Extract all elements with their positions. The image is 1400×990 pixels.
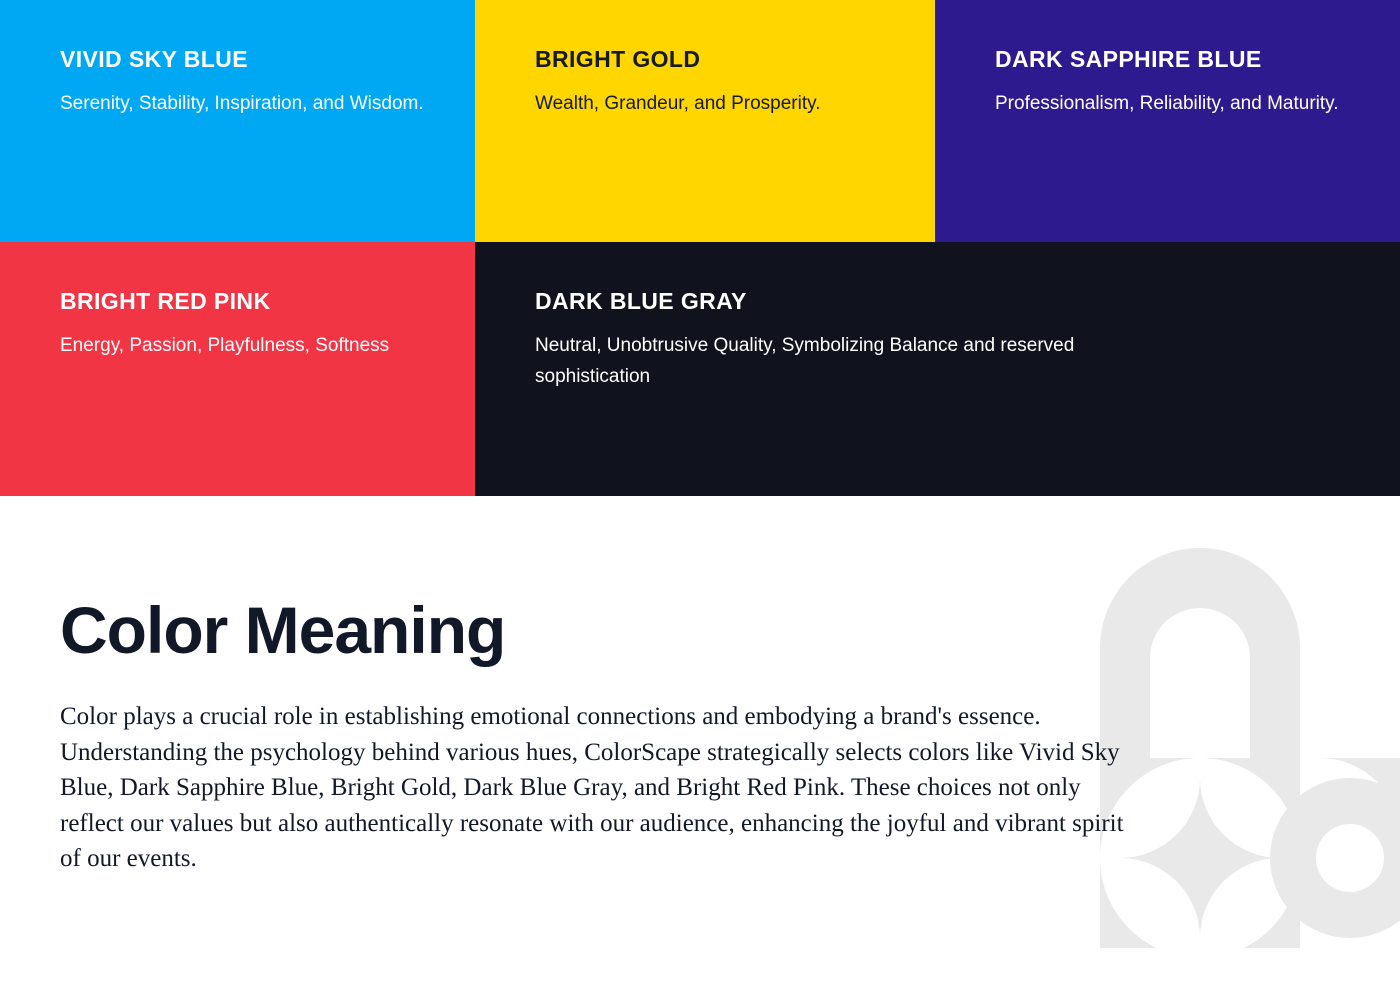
swatch-description: Wealth, Grandeur, and Prosperity. (535, 92, 821, 114)
swatch-description: Serenity, Stability, Inspiration, and Wisdom. (60, 92, 424, 114)
swatch-description: Neutral, Unobtrusive Quality, Symbolizing Balance and reserved sophistication (535, 334, 1075, 387)
swatch-title: DARK BLUE GRAY (535, 288, 747, 314)
color-swatch-dark-blue-gray (475, 242, 1400, 496)
color-meaning-section (0, 496, 1400, 990)
color-swatch-vivid-sky-blue (0, 0, 475, 242)
section-body-text: Color plays a crucial role in establishing emotional connections and embodying a brand's essence. Understanding the psychology behind various hues, ColorScape strategically selects colors like Vivid Sky Blue, Dark Sapphire Blue, Bright Gold, Dark Blue Gray, and Bright Red Pink. These choices not only reflect our values but also authentically resonate with our audience, enhancing the joyful and vibrant spirit of our events. (60, 703, 1124, 873)
section-content (60, 593, 1150, 877)
swatch-title: DARK SAPPHIRE BLUE (995, 46, 1262, 72)
swatch-description: Professionalism, Reliability, and Maturity. (995, 92, 1339, 114)
page-title: Color Meaning (60, 593, 506, 667)
swatch-title: BRIGHT RED PINK (60, 288, 271, 314)
swatch-title: VIVID SKY BLUE (60, 46, 248, 72)
color-swatch-dark-sapphire-blue (935, 0, 1400, 242)
color-swatch-bright-gold (475, 0, 935, 242)
swatch-description: Energy, Passion, Playfulness, Softness (60, 334, 390, 356)
color-swatch-bright-red-pink (0, 242, 475, 496)
swatch-title: BRIGHT GOLD (535, 46, 701, 72)
